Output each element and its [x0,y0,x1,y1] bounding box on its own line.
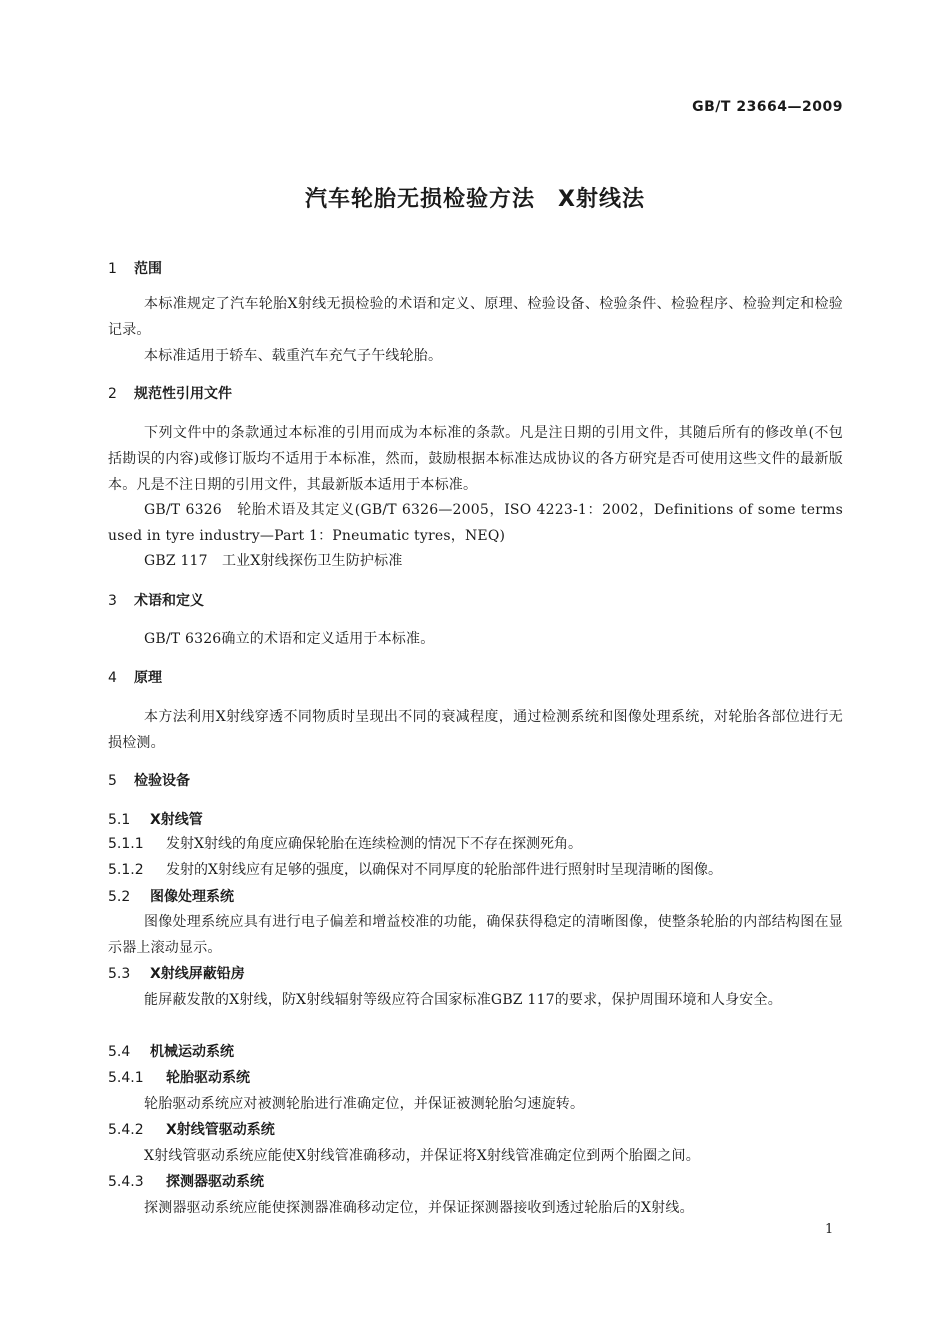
section-title: 规范性引用文件 [134,386,232,402]
section-title: 检验设备 [134,773,190,789]
section-number: 5.3 [108,966,131,982]
section-title: 原理 [134,670,162,686]
section-number: 2 [108,386,117,402]
section-3-paragraph-1: GB/T 6326确立的术语和定义适用于本标准。 [144,631,435,647]
section-2-paragraph-1: 下列文件中的条款通过本标准的引用而成为本标准的条款。凡是注日期的引用文件，其随后所有的修改单(不包括勘误的内容)或修订版均不适用于本标准，然而，鼓励根据本标准达成协议的各方研究是否可使用这些文件的最新版本。凡是不注日期的引用文件，其最新版本适用于本标准。 [108,425,843,493]
section-1-paragraph-1: 本标准规定了汽车轮胎X射线无损检验的术语和定义、原理、检验设备、检验条件、检验程序、检验判定和检验记录。 [108,296,843,338]
section-number: 5.1 [108,812,131,828]
clause-5-1-2 [108,857,843,883]
section-4-heading [108,668,843,688]
document-title: 汽车轮胎无损检验方法 X射线法 [305,187,645,212]
section-1-paragraph-2: 本标准适用于轿车、载重汽车充气子午线轮胎。 [144,348,443,364]
section-number: 5.4.1 [108,1070,144,1086]
section-5-4-1-heading [108,1068,843,1088]
section-number: 5.4 [108,1044,131,1060]
clause-5-1-1 [108,831,843,857]
normative-reference-1: GB/T 6326 轮胎术语及其定义(GB/T 6326—2005，ISO 4223-1：2002，Definitions of some terms used in tyre industry—Part 1：Pneumatic tyres，NEQ) [108,502,843,544]
clause-text: 发射的X射线应有足够的强度，以确保对不同厚度的轮胎部件进行照射时呈现清晰的图像。 [166,862,722,878]
section-5-2-heading [108,887,843,907]
section-5-4-heading [108,1042,843,1062]
section-5-2-paragraph: 图像处理系统应具有进行电子偏差和增益校准的功能，确保获得稳定的清晰图像，使整条轮胎的内部结构图在显示器上滚动显示。 [108,914,843,956]
section-title: 机械运动系统 [150,1044,234,1060]
clause-text: 发射X射线的角度应确保轮胎在连续检测的情况下不存在探测死角。 [166,836,582,852]
section-5-3-paragraph: 能屏蔽发散的X射线，防X射线辐射等级应符合国家标准GBZ 117的要求，保护周围环境和人身安全。 [144,992,782,1008]
section-3-heading [108,591,843,611]
section-title: X射线管 [150,812,203,828]
clause-number: 5.1.2 [108,862,144,878]
section-2-heading [108,384,843,404]
section-number: 4 [108,670,117,686]
section-5-4-1-paragraph: 轮胎驱动系统应对被测轮胎进行准确定位，并保证被测轮胎匀速旋转。 [144,1096,585,1112]
section-title: 术语和定义 [134,593,204,609]
section-title: X射线管驱动系统 [166,1122,275,1138]
section-5-1-heading [108,810,843,830]
section-4-paragraph-1: 本方法利用X射线穿透不同物质时呈现出不同的衰减程度，通过检测系统和图像处理系统，对轮胎各部位进行无损检测。 [108,709,843,751]
section-number: 3 [108,593,117,609]
section-number: 5.2 [108,889,131,905]
section-5-3-heading [108,964,843,984]
section-5-4-2-paragraph: X射线管驱动系统应能使X射线管准确移动，并保证将X射线管准确定位到两个胎圈之间。 [144,1148,700,1164]
section-number: 5.4.3 [108,1174,144,1190]
normative-reference-2: GBZ 117 工业X射线探伤卫生防护标准 [144,553,403,569]
section-5-4-3-heading [108,1172,843,1192]
page-number: 1 [825,1222,834,1237]
section-number: 1 [108,261,117,277]
section-5-4-2-heading [108,1120,843,1140]
section-5-heading [108,771,843,791]
clause-number: 5.1.1 [108,836,144,852]
standard-code: GB/T 23664—2009 [692,99,843,115]
section-title: 轮胎驱动系统 [166,1070,250,1086]
section-number: 5 [108,773,117,789]
section-5-4-3-paragraph: 探测器驱动系统应能使探测器准确移动定位，并保证探测器接收到透过轮胎后的X射线。 [144,1200,694,1216]
section-title: 探测器驱动系统 [166,1174,264,1190]
section-title: 图像处理系统 [150,889,234,905]
section-title: X射线屏蔽铅房 [150,966,245,982]
section-1-heading [108,259,843,279]
section-number: 5.4.2 [108,1122,144,1138]
section-title: 范围 [134,261,162,277]
